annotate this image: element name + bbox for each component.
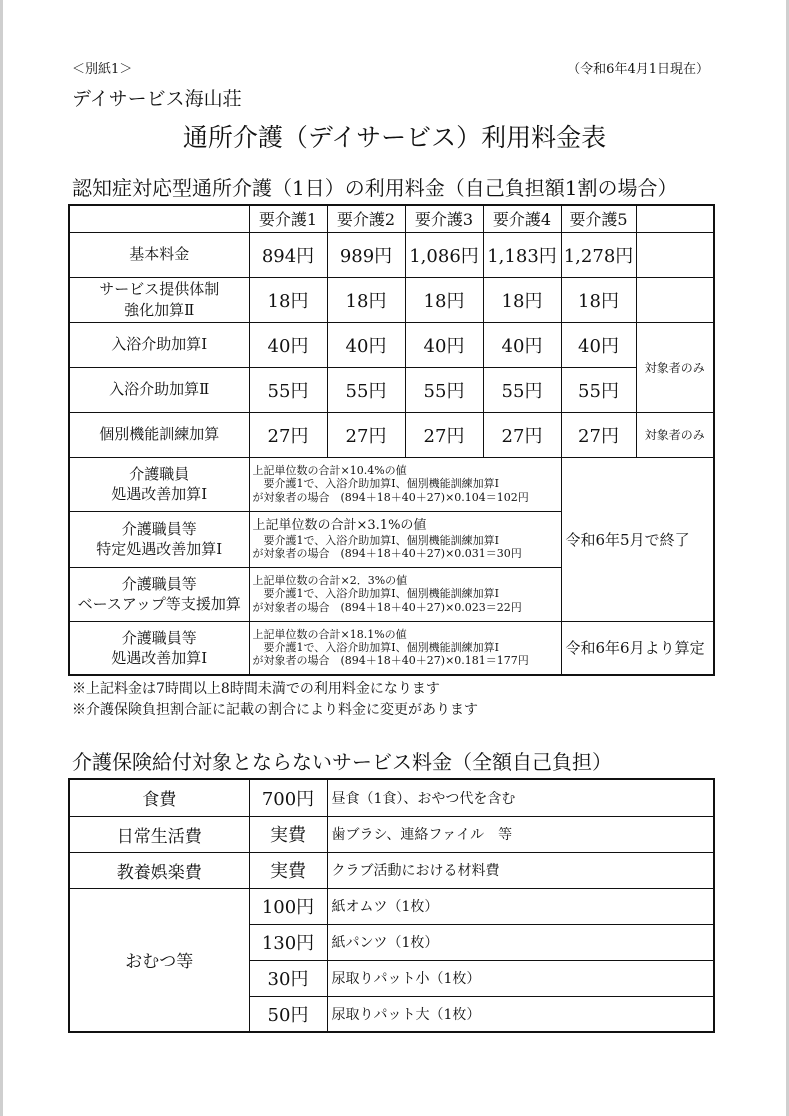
table-row: [69, 852, 714, 888]
allowance-label-line: 介護職員: [129, 464, 190, 483]
fee-cell: 18円: [561, 277, 636, 322]
fee-cell: 18円: [249, 277, 327, 322]
item-name: 教養娯楽費: [69, 852, 249, 888]
note-line: ※上記料金は7時間以上8時間未満での利用料金になります: [72, 681, 440, 697]
detail-line: 上記単位数の合計×10.4%の値: [252, 464, 407, 478]
item-name: 日常生活費: [69, 816, 249, 852]
allowance-label: [69, 567, 249, 621]
detail-line: 上記単位数の合計×18.1%の値: [252, 627, 407, 641]
allowance-label-line: 処遇改善加算Ⅰ: [111, 485, 208, 503]
detail-line: が対象者の場合 (894＋18＋40＋27)×0.023＝22円: [252, 600, 522, 614]
row-label: 入浴介助加算Ⅱ: [69, 367, 249, 412]
item-description: 歯ブラシ、連絡ファイル 等: [327, 816, 714, 852]
column-header: 要介護4: [483, 205, 561, 232]
allowance-label-line: 処遇改善加算Ⅰ: [111, 648, 208, 667]
detail-line: 要介護1で、入浴介助加算Ⅰ、個別機能訓練加算Ⅰ: [252, 641, 499, 655]
item-price: 50円: [249, 996, 327, 1032]
fee-cell: 1,086円: [405, 232, 483, 277]
item-description: 紙パンツ（1枚）: [327, 924, 714, 960]
item-description: 紙オムツ（1枚）: [327, 888, 714, 924]
item-price: 130円: [249, 924, 327, 960]
item-price: 700円: [249, 779, 327, 816]
fee-cell: 18円: [327, 277, 405, 322]
fee-cell: 18円: [405, 277, 483, 322]
fee-cell: 27円: [483, 412, 561, 457]
column-header: 要介護2: [327, 205, 405, 232]
allowance-label: [69, 511, 249, 567]
as-of-date: （令和6年4月1日現在）: [567, 62, 709, 77]
column-header: 要介護1: [249, 205, 327, 232]
item-price: 30円: [249, 960, 327, 996]
detail-line: 上記単位数の合計×3.1%の値: [252, 518, 427, 534]
allowance-label-line: ベースアップ等支援加算: [77, 595, 241, 613]
row-label-line: 強化加算Ⅱ: [124, 300, 195, 319]
allowance-label: [69, 457, 249, 511]
table-row: [69, 232, 714, 277]
detail-line: 要介護1で、入浴介助加算Ⅰ、個別機能訓練加算Ⅰ: [252, 477, 499, 491]
page-title: 通所介護（デイサービス）利用料金表: [182, 123, 607, 152]
row-label: 基本料金: [69, 232, 249, 277]
item-description: 尿取りパット大（1枚）: [327, 996, 714, 1032]
fee-cell: 27円: [405, 412, 483, 457]
table-header-row: [69, 205, 714, 232]
allowance-label-line: 介護職員等: [121, 519, 197, 538]
facility-name: デイサービス海山荘: [72, 88, 242, 110]
self-pay-table: [68, 778, 715, 1033]
care-fee-table: [68, 204, 715, 676]
allowance-detail: [249, 567, 561, 621]
target-only-note: 対象者のみ: [636, 322, 714, 412]
item-price: 100円: [249, 888, 327, 924]
start-note: 令和6年6月より算定: [561, 621, 714, 675]
fee-cell: 1,278円: [561, 232, 636, 277]
allowance-row: [69, 457, 714, 511]
item-name: 食費: [69, 779, 249, 816]
table-row: [69, 816, 714, 852]
allowance-detail: [249, 511, 561, 567]
fee-cell: 55円: [327, 367, 405, 412]
fee-cell: 55円: [561, 367, 636, 412]
allowance-label-line: 介護職員等: [121, 628, 197, 647]
item-price: 実費: [249, 816, 327, 852]
empty-cell: [636, 277, 714, 322]
page-left-edge: [0, 0, 3, 1116]
allowance-label-line: 介護職員等: [121, 574, 197, 593]
row-label-line: サービス提供体制: [99, 280, 220, 299]
allowance-row: [69, 621, 714, 675]
fee-cell: 55円: [405, 367, 483, 412]
fee-cell: 40円: [405, 322, 483, 367]
fee-cell: 1,183円: [483, 232, 561, 277]
section2-heading: 介護保険給付対象とならないサービス料金（全額自己負担）: [72, 750, 612, 774]
fee-cell: 55円: [249, 367, 327, 412]
row-label: 入浴介助加算Ⅰ: [69, 322, 249, 367]
section1-heading: 認知症対応型通所介護（1日）の利用料金（自己負担額1割の場合）: [72, 176, 678, 200]
item-description: クラブ活動における材料費: [327, 852, 714, 888]
item-description: 昼食（1食）、おやつ代を含む: [327, 779, 714, 816]
fee-cell: 989円: [327, 232, 405, 277]
item-price: 実費: [249, 852, 327, 888]
detail-line: が対象者の場合 (894＋18＋40＋27)×0.181＝177円: [252, 654, 529, 668]
empty-cell: [636, 232, 714, 277]
fee-cell: 27円: [327, 412, 405, 457]
table-row: [69, 367, 714, 412]
table-row: [69, 779, 714, 816]
detail-line: 上記単位数の合計×2．3%の値: [252, 574, 408, 588]
allowance-label-line: 特定処遇改善加算Ⅰ: [96, 540, 223, 558]
fee-cell: 55円: [483, 367, 561, 412]
header-blank: [636, 205, 714, 232]
attachment-label: ＜別紙1＞: [72, 62, 133, 77]
fee-cell: 40円: [327, 322, 405, 367]
fee-cell: 40円: [561, 322, 636, 367]
item-description: 尿取りパット小（1枚）: [327, 960, 714, 996]
column-header: 要介護3: [405, 205, 483, 232]
item-name: おむつ等: [69, 888, 249, 1032]
table-row: [69, 322, 714, 367]
detail-line: 要介護1で、入浴介助加算Ⅰ、個別機能訓練加算Ⅰ: [252, 587, 499, 601]
row-label: [69, 277, 249, 322]
fee-cell: 40円: [483, 322, 561, 367]
fee-cell: 18円: [483, 277, 561, 322]
column-header: 要介護5: [561, 205, 636, 232]
note-line: ※介護保険負担割合証に記載の割合により料金に変更があります: [72, 702, 478, 718]
fee-cell: 27円: [561, 412, 636, 457]
fee-cell: 27円: [249, 412, 327, 457]
fee-cell: 894円: [249, 232, 327, 277]
allowance-label: [69, 621, 249, 675]
table-row: [69, 277, 714, 322]
row-label: 個別機能訓練加算: [69, 412, 249, 457]
allowance-detail: [249, 457, 561, 511]
detail-line: が対象者の場合 (894＋18＋40＋27)×0.031＝30円: [252, 546, 522, 560]
detail-line: が対象者の場合 (894＋18＋40＋27)×0.104＝102円: [252, 490, 529, 504]
header-blank: [69, 205, 249, 232]
allowance-detail: [249, 621, 561, 675]
fee-cell: 40円: [249, 322, 327, 367]
end-note: 令和6年5月で終了: [561, 457, 714, 621]
target-only-note: 対象者のみ: [636, 412, 714, 457]
table-row: [69, 412, 714, 457]
detail-line: 要介護1で、入浴介助加算Ⅰ、個別機能訓練加算Ⅰ: [252, 533, 499, 547]
table-row: [69, 888, 714, 924]
